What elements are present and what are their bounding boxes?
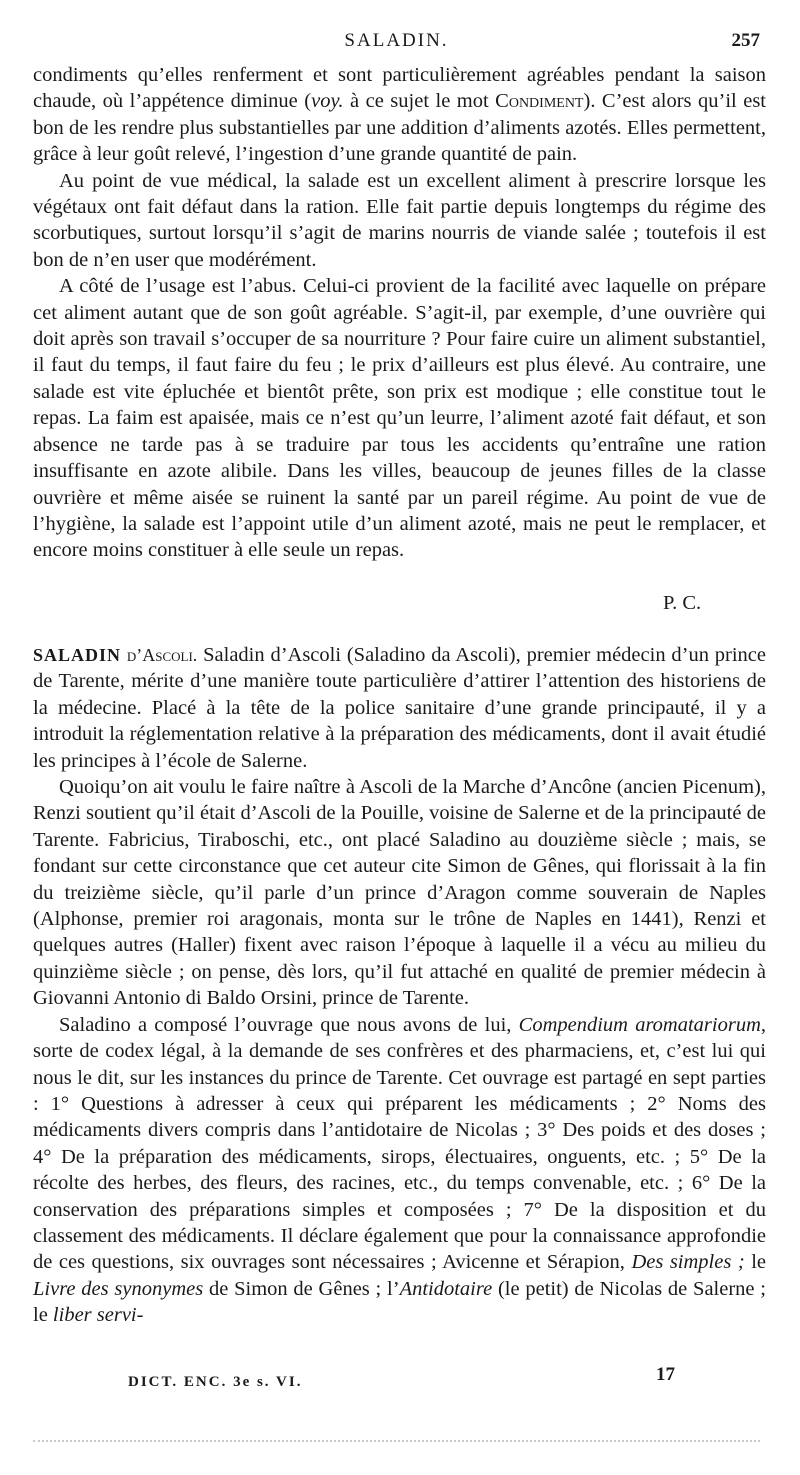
paragraph	[33, 1012, 766, 1329]
text-run: condiments qu’elles renferment et sont particulièrement agréables pendant la saison chaude, où l’appétence diminue (	[33, 64, 766, 113]
text-run: le	[744, 1251, 766, 1274]
work-title: liber servi-	[52, 1304, 144, 1327]
author-signature-line	[33, 592, 766, 620]
headword-qualifier: d’Ascoli.	[126, 645, 198, 665]
page-header	[33, 30, 760, 58]
author-signature: P. C.	[663, 592, 702, 614]
paragraph: Au point de vue médical, la salade est un excellent aliment à prescrire lorsque les végétaux ont fait défaut dans la ration. Elle fait partie depuis longtemps du régime des scorbutiques, surtout lorsqu’il s’agit de marins nourris de viande salée ; toutefois il est bon de n’en user que modérément.	[33, 169, 766, 271]
sheet-number: 17	[656, 1364, 675, 1385]
work-title: Compendium aromatariorum	[518, 1013, 761, 1036]
text-run: (le petit) de Nicolas de Salerne ; le	[33, 1277, 766, 1327]
text-run: , sorte de codex légal, à la demande de ses confrères et des pharmaciens, et, c’est lui qui nous le dit, sur les instances du prince de Tarente. Cet ouvrage est partagé en sept parties : 1° Questions à adresser à ceux qui préparent les médicaments ; 2° Noms des médicaments divers compris dans l’antidotaire de Nicolas ; 3° Des poids et des doses ; 4° De la préparation des médicaments, sirops, électuaires, onguents, etc. ; 5° De la récolte des herbes, des fleurs, des racines, etc., du temps convenable, etc. ; 6° De la conservation des préparations simples et composées ; 7° De la disposition et du classement des médicaments. Il déclare également que pour la connaissance approfondie de ces questions, six ouvrages sont nécessaires ; Avicenne et Sérapion,	[33, 1013, 766, 1274]
salade-section	[33, 62, 766, 564]
paragraph: A côté de l’usage est l’abus. Celui-ci provient de la facilité avec laquelle on prépare cet aliment autant que de son goût agréable. S’agit-il, par exemple, d’une ouvrière qui doit après son travail s’occuper de sa nourriture ? Pour faire cuire un aliment substantiel, il faut du temps, il faut faire du feu ; le prix d’ailleurs est plus élevé. Au contraire, une salade est vite épluchée et bientôt prête, son prix est modique ; elle constitue tout le repas. La faim est apaisée, mais ce n’est qu’un leurre, l’aliment azoté fait défaut, et son absence ne tarde pas à se traduire par tous les accidents qu’entraîne une ration insuffisante en azote alibile. Dans les villes, beaucoup de jeunes filles de la classe ouvrière et même aisée se ruinent la santé par un pareil régime. Au point de vue de l’hygiène, la salade est l’appoint utile d’un aliment azoté, mais ne peut le remplacer, et encore moins constituer à elle seule un repas.	[33, 275, 766, 562]
cross-reference: Condiment	[495, 90, 584, 113]
paragraph	[33, 62, 766, 168]
paragraph: Quoiqu’on ait voulu le faire naître à Ascoli de la Marche d’Ancône (ancien Picenum), Renzi soutient qu’il était d’Ascoli de la Pouille, voisine de Salerne et de la principauté de Tarente. Fabricius, Tiraboschi, etc., ont placé Saladino au douzième siècle ; mais, se fondant sur cette circonstance que cet auteur cite Simon de Gênes, qui florissait à la fin du treizième siècle, qu’il parle d’un prince d’Aragon comme souverain de Naples (Alphonse, premier roi aragonais, monta sur le trône de Naples en 1441), Renzi et quelques autres (Haller) fixent avec raison l’époque à laquelle il a vécu au milieu du quinzième siècle ; on pense, dès lors, qu’il fut attaché en qualité de premier médecin à Giovanni Antonio di Baldo Orsini, prince de Tarente.	[33, 776, 766, 1010]
page-footer	[33, 1364, 760, 1394]
text-run: ). C’est alors qu’il est bon de les rendre plus substantielles par une addition d’aliments azotés. Elles permettent, grâce à leur goût relevé, l’ingestion d’une grande quantité de pain.	[33, 90, 766, 166]
running-title: SALADIN.	[344, 30, 449, 51]
bottom-rule	[33, 1440, 760, 1444]
work-title: Des simples ;	[631, 1251, 745, 1274]
abbreviation: voy.	[311, 90, 344, 113]
work-title: Livre des synonymes	[33, 1277, 204, 1300]
entry-intro-paragraph	[33, 642, 766, 774]
text-run: Saladin d’Ascoli (Saladino da Ascoli), premier médecin d’un prince de Tarente, mérite d’une manière toute particulière d’attirer l’attention des historiens de la médecine. Placé à la tête de la police sanitaire d’une grande principauté, il y a introduit la réglementation relative à la préparation des médicaments, dont il avait étudié les principes à l’école de Salerne.	[33, 644, 767, 772]
saladin-entry	[33, 642, 766, 1329]
headword: SALADIN	[33, 645, 122, 665]
text-run: de Simon de Gênes ; l’	[203, 1277, 400, 1300]
page-number: 257	[731, 30, 760, 51]
work-title: Antidotaire	[399, 1277, 493, 1300]
signature-mark: DICT. ENC. 3e s. VI.	[128, 1374, 303, 1390]
text-run: Saladino a composé l’ouvrage que nous avons de lui,	[59, 1013, 519, 1036]
text-run: à ce sujet le mot	[343, 90, 496, 113]
